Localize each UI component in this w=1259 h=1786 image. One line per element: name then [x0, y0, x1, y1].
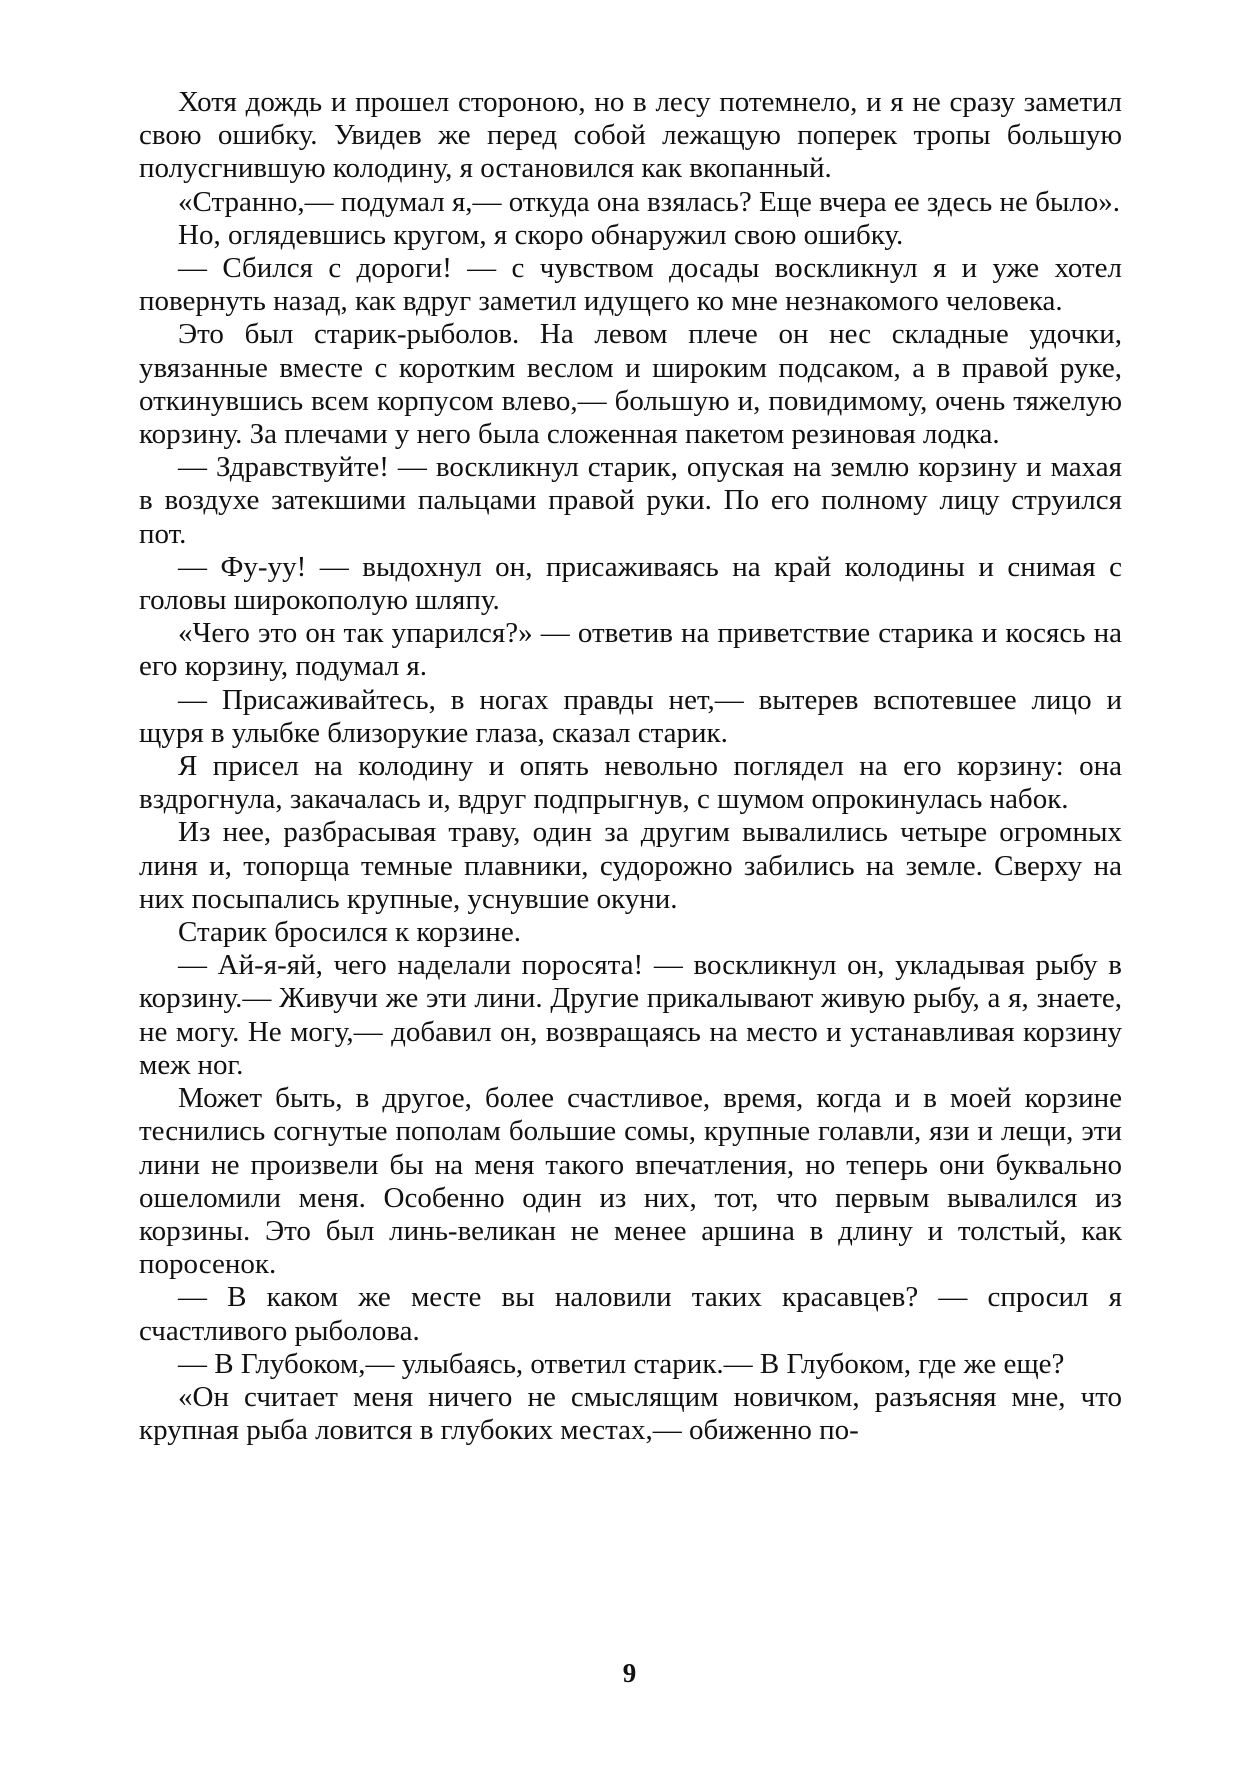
- paragraph: — В Глубоком,— улыбаясь, ответил старик.— В Глубоком, где же еще?: [178, 1347, 1065, 1380]
- paragraph: «Странно,— подумал я,— откуда она взялась? Еще вчера ее здесь не было».: [178, 185, 1121, 218]
- paragraph: — Ай-я-яй, чего наделали поросята! — воскликнул он, укладывая рыбу в корзину.— Живучи же эти лини. Другие прикалывают живую рыбу, а я, знаете, не могу. Не могу,— добавил он, возвращаясь на место и устанавливая корзину меж ног.: [139, 949, 1122, 1081]
- paragraph: — Присаживайтесь, в ногах правды нет,— вытерев вспотевшее лицо и щуря в улыбке близорукие глаза, сказал старик.: [139, 683, 1122, 749]
- paragraph: — Фу-уу! — выдохнул он, присаживаясь на край колодины и снимая с головы широкополую шляпу.: [139, 550, 1122, 617]
- page-number: 9: [622, 1658, 637, 1688]
- paragraph: «Чего это он так упарился?» — ответив на приветствие старика и косясь на его корзину, подумал я.: [139, 617, 1122, 683]
- body-text: [139, 86, 1122, 1447]
- paragraph: Я присел на колодину и опять невольно поглядел на его корзину: она вздрогнула, закачалась и, вдруг подпрыгнув, с шумом опрокинулась набок.: [139, 750, 1122, 816]
- paragraph: — Сбился с дороги! — с чувством досады воскликнул я и уже хотел повернуть назад, как вдруг заметил идущего ко мне незнакомого человека.: [139, 252, 1122, 318]
- paragraph: — Здравствуйте! — воскликнул старик, опуская на землю корзину и махая в воздухе затекшими пальцами правой руки. По его полному лицу струился пот.: [139, 451, 1122, 550]
- paragraph: «Он считает меня ничего не смыслящим новичком, разъясняя мне, что крупная рыба ловится в глубоких местах,— обиженно по-: [139, 1380, 1122, 1447]
- paragraph: Может быть, в другое, более счастливое, время, когда и в моей корзине теснились согнутые пополам большие сомы, крупные голавли, язи и лещи, эти лини не произвели бы на меня такого впечатления, но теперь они буквально ошеломили меня. Особенно один из них, тот, что первым вывалился из корзины. Это был линь-великан не менее аршина в длину и толстый, как поросенок.: [139, 1082, 1122, 1281]
- paragraph: Старик бросился к корзине.: [178, 916, 521, 949]
- paragraph: — В каком же месте вы наловили таких красавцев? — спросил я счастливого рыболова.: [139, 1281, 1122, 1347]
- paragraph: Это был старик-рыболов. На левом плече он нес складные удочки, увязанные вместе с коротким веслом и широким подсаком, а в правой руке, откинувшись всем корпусом влево,— большую и, повидимому, очень тяжелую корзину. За плечами у него была сложенная пакетом резиновая лодка.: [139, 318, 1122, 451]
- paragraph: Хотя дождь и прошел стороною, но в лесу потемнело, и я не сразу заметил свою ошибку. Увидев же перед собой лежащую поперек тропы большую полусгнившую колодину, я остановился как вкопанный.: [139, 86, 1122, 185]
- paragraph: Из нее, разбрасывая траву, один за другим вывалились четыре огромных линя и, топорща темные плавники, судорожно забились на земле. Сверху на них посыпались крупные, уснувшие окуни.: [139, 816, 1122, 915]
- paragraph: Но, оглядевшись кругом, я скоро обнаружил свою ошибку.: [178, 218, 904, 251]
